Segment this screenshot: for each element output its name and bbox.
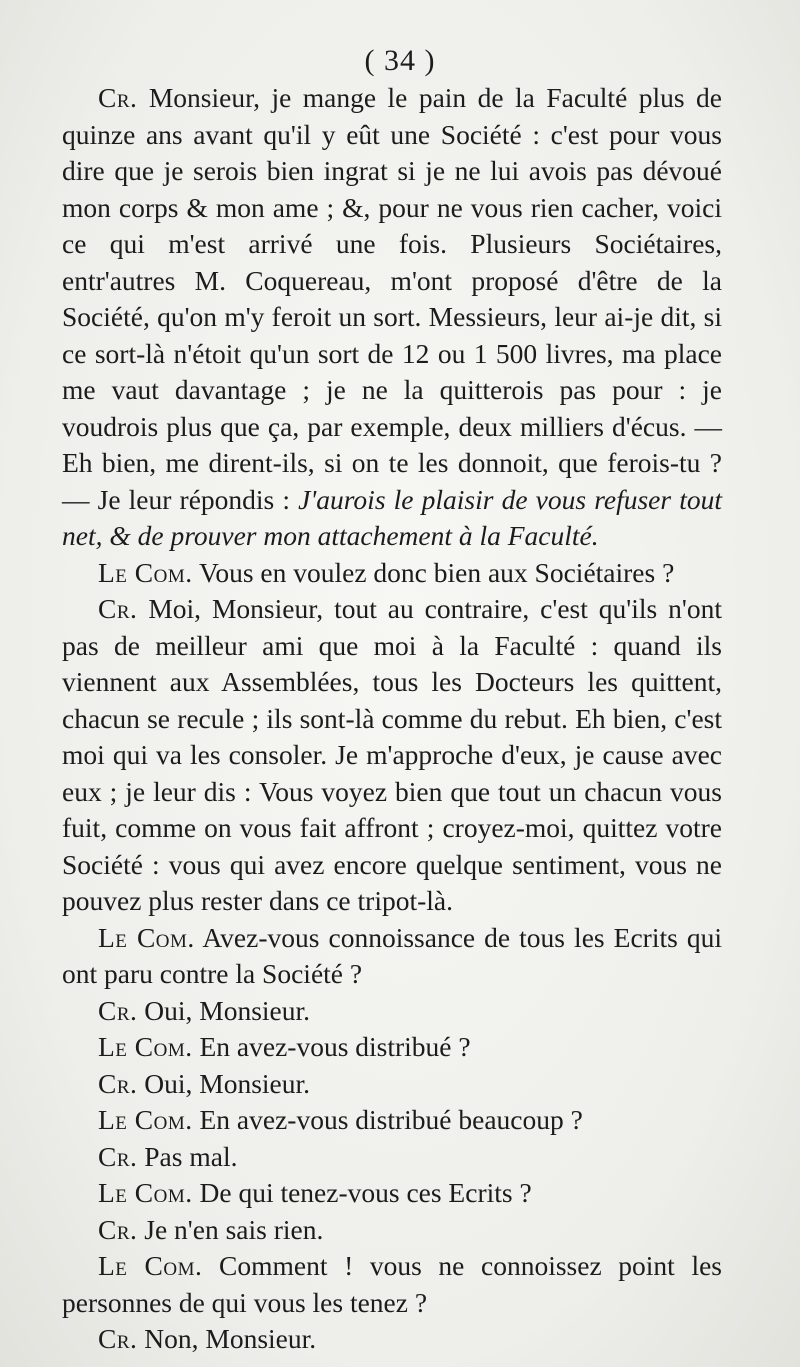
paragraph: [62, 920, 722, 993]
paragraph: [62, 1102, 722, 1139]
paragraph-text: Vous en voulez donc bien aux Sociétaires ?: [199, 556, 675, 588]
paragraph: [62, 1139, 722, 1176]
speaker-label: Cr.: [98, 1067, 138, 1099]
page-text: [62, 80, 722, 1358]
paragraph: [62, 591, 722, 920]
paragraph-text: Non, Monsieur.: [144, 1323, 317, 1354]
speaker-label: Cr.: [98, 1140, 138, 1172]
speaker-label: Le Com.: [98, 556, 193, 588]
paragraph: [62, 80, 722, 555]
paragraph-text: De qui tenez-vous ces Ecrits ?: [199, 1177, 532, 1208]
paragraph: [62, 1321, 722, 1358]
paragraph-text: Pas mal.: [144, 1140, 238, 1172]
paragraph-text: Oui, Monsieur.: [144, 1067, 311, 1099]
paragraph-text: Moi, Monsieur, tout au contraire, c'est qu'ils n'ont pas de meilleur ami que moi à la Faculté : quand ils viennent aux Assemblées, tous les Docteurs les quittent, chacun se recule ; ils sont-là comme du rebut. Eh bien, c'est moi qui va les consoler. Je m'approche d'eux, je cause avec eux ; je leur dis : Vous voyez bien que tout un chacun vous fuit, comme on vous fait affront ; croyez-moi, quittez votre Société : vous qui avez encore quelque sentiment, vous ne pouvez plus rester dans ce tripot-là.: [62, 593, 723, 916]
speaker-label: Cr.: [98, 1323, 138, 1354]
paragraph: [62, 555, 722, 592]
paragraph: [62, 993, 722, 1030]
paragraph: [62, 1066, 722, 1103]
paragraph-text: Monsieur, je mange le pain de la Faculté plus de quinze ans avant qu'il y eût une Société : c'est pour vous dire que je serois bien ingrat si je ne lui avois pas dévoué mon corps & mon ame ; &, pour ne vous rien cacher, voici ce qui m'est arrivé une fois. Plusieurs Sociétaires, entr'autres M. Coquereau, m'ont proposé d'être de la Société, qu'on m'y feroit un sort. Messieurs, leur ai-je dit, si ce sort-là n'étoit qu'un sort de 12 ou 1 500 livres, ma place me vaut davantage ; je ne la quitterois pas pour : je voudrois plus que ça, par exemple, deux milliers d'écus. — Eh bien, me dirent-ils, si on te les donnoit, que ferois-tu ? — Je leur répondis :: [62, 82, 722, 515]
page-number: ( 34 ): [364, 44, 436, 77]
paragraph: [62, 1175, 722, 1212]
speaker-label: Le Com.: [98, 921, 195, 953]
paragraph-text: En avez-vous distribué ?: [199, 1031, 471, 1062]
paragraph-text: Comment ! vous ne connoissez point les personnes de qui vous les tenez ?: [62, 1250, 722, 1318]
speaker-label: Cr.: [98, 593, 138, 624]
speaker-label: Cr.: [98, 82, 138, 113]
paragraph: [62, 1212, 722, 1249]
speaker-label: Le Com.: [98, 1177, 193, 1208]
speaker-label: Cr.: [98, 1213, 138, 1245]
paragraph-text: Je n'en sais rien.: [144, 1213, 324, 1245]
paragraph-text: Oui, Monsieur.: [144, 994, 311, 1026]
italic-quote: J'aurois le plaisir de vous refuser tout net, & de prouver mon attachement à la Faculté.: [62, 483, 722, 551]
paragraph: [62, 1248, 722, 1321]
paragraph-text: Avez-vous connoissance de tous les Ecrits qui ont paru contre la Société ?: [62, 921, 722, 989]
paragraph: [62, 1029, 722, 1066]
speaker-label: Le Com.: [98, 1250, 203, 1281]
paragraph-text: En avez-vous distribué beaucoup ?: [199, 1104, 583, 1135]
speaker-label: Cr.: [98, 994, 138, 1026]
speaker-label: Le Com.: [98, 1104, 193, 1135]
speaker-label: Le Com.: [98, 1031, 193, 1062]
